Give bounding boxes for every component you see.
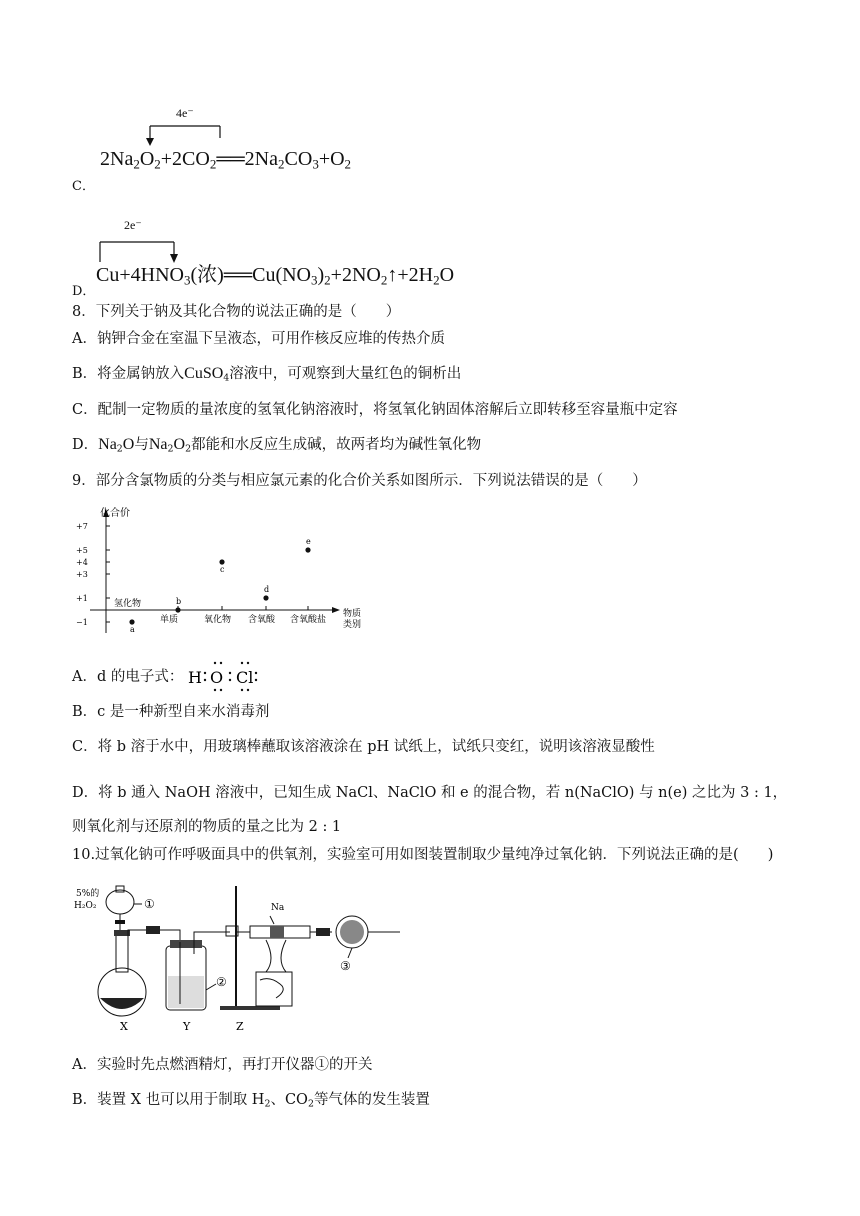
svg-text:X: X	[120, 1020, 128, 1033]
x-category-label: 含氧酸盐	[290, 615, 327, 625]
chart-ylabel: 化合价	[100, 508, 130, 519]
q9-option-b: B．c 是一种新型自来水消毒剂	[72, 704, 270, 720]
equation-d: $Cu+4HNO_3$(浓)$══Cu(NO_3)_2+2NO_2↑+2H_2O$	[96, 264, 455, 288]
option-c-label: C．	[72, 179, 95, 194]
y-tick-label: +5	[76, 546, 88, 555]
svg-text:H: H	[188, 668, 202, 687]
y-tick-label: +3	[76, 570, 88, 579]
heating-stand-z	[220, 886, 310, 1033]
q8-option-c: C．配制一定物质的量浓度的氢氧化钠溶液时，将氢氧化钠固体溶解后立即转移至容量瓶中定容	[72, 402, 678, 418]
wash-bottle-y	[166, 940, 227, 1033]
chart-point-c	[219, 559, 224, 564]
q8-stem: 8．下列关于钠及其化合物的说法正确的是（ ）	[72, 304, 401, 320]
y-tick-label: +7	[76, 522, 88, 531]
x-category-label: 氧化物	[204, 615, 232, 625]
chart-point-e	[305, 547, 310, 552]
chart-xlabel-line2: 类别	[343, 620, 362, 630]
x-category-label: 含氧酸	[248, 615, 276, 625]
y-tick-label: +1	[76, 594, 88, 603]
apparatus-diagram	[70, 880, 415, 1040]
svg-text:①: ①	[144, 897, 155, 911]
drying-tube	[310, 916, 400, 973]
svg-text:③: ③	[340, 959, 351, 973]
electron-transfer-label-c: 4e⁻	[176, 106, 194, 120]
chart-point-label-c: c	[220, 565, 225, 574]
electron-formula-hocl	[186, 657, 266, 695]
y-tick-label: +4	[76, 558, 88, 567]
q9-option-d-line2: 则氧化剂与还原剂的物质的量之比为 2 : 1	[72, 819, 342, 835]
svg-text:Cl: Cl	[236, 668, 254, 687]
x-category-label: 单质	[160, 615, 179, 625]
svg-text:Na: Na	[271, 903, 285, 913]
q9-option-c: C．将 b 溶于水中，用玻璃棒蘸取该溶液涂在 pH 试纸上，试纸只变红，说明该溶液显酸性	[72, 739, 655, 755]
chart-point-label-d: d	[264, 585, 270, 594]
separatory-funnel	[106, 886, 155, 932]
chart-point-label-e: e	[306, 537, 311, 546]
chart-y-ticks	[76, 522, 110, 627]
reagent-label-2: H₂O₂	[74, 901, 97, 911]
valence-chart	[70, 503, 370, 643]
option-d-label: D．	[72, 284, 96, 299]
reagent-label-1: 5%的	[76, 889, 100, 899]
chart-point-a	[129, 619, 134, 624]
chart-point-label-a: a	[130, 625, 135, 634]
q10-option-b: B．装置 X 也可以用于制取 $H_2$、$CO_2$等气体的发生装置	[72, 1092, 430, 1110]
chart-point-label-b: b	[176, 597, 182, 606]
q8-option-a: A．钠钾合金在室温下呈液态，可用作核反应堆的传热介质	[72, 331, 445, 347]
q9-option-d-line1: D．将 b 通入 NaOH 溶液中，已知生成 NaCl、NaClO 和 e 的混合物，若 n(NaClO) 与 n(e) 之比为 3 : 1，	[72, 785, 788, 801]
chart-point-b	[175, 607, 180, 612]
svg-text:Z: Z	[236, 1020, 244, 1033]
y-tick-label: −1	[76, 618, 88, 627]
flask-x	[98, 930, 146, 1033]
q9-option-a: A．d 的电子式：	[72, 669, 184, 685]
chart-point-d	[263, 595, 268, 600]
svg-text:②: ②	[216, 975, 227, 989]
q8-option-b: B．将金属钠放入CuSO$_4$溶液中，可观察到大量红色的铜析出	[72, 365, 462, 384]
q9-stem: 9．部分含氯物质的分类与相应氯元素的化合价关系如图所示．下列说法错误的是（ ）	[72, 473, 647, 489]
q10-option-a: A．实验时先点燃酒精灯，再打开仪器①的开关	[72, 1057, 373, 1073]
svg-text:Y: Y	[183, 1020, 191, 1033]
x-category-label: 氢化物	[114, 599, 142, 609]
chart-x-ticks	[114, 597, 326, 625]
chart-xlabel-line1: 物质	[343, 609, 362, 619]
equation-c: $2Na_2O_2+2CO_2══2Na_2CO_3+O_2$	[100, 148, 352, 172]
svg-text:O: O	[210, 668, 224, 687]
q8-option-d: D．$Na_2O$与$Na_2O_2$都能和水反应生成碱，故两者均为碱性氧化物	[72, 436, 482, 455]
electron-transfer-label-d: 2e⁻	[124, 218, 142, 232]
q10-stem: 10.过氧化钠可作呼吸面具中的供氧剂，实验室可用如图装置制取少量纯净过氧化钠．下列说法正确的是( )	[72, 847, 774, 863]
